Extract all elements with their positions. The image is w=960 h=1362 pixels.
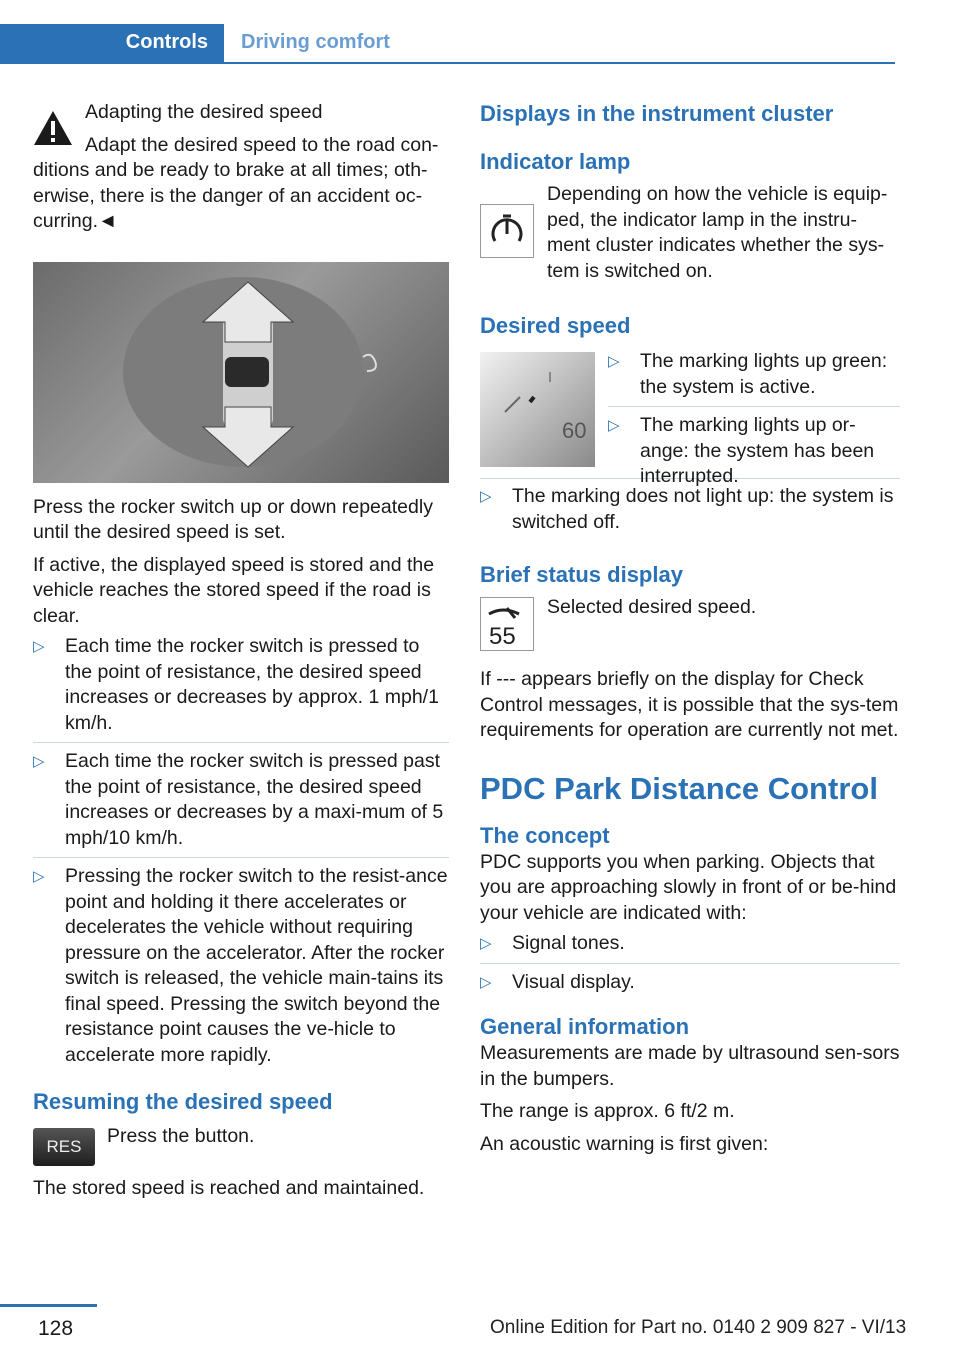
desired-speed-figure: [480, 348, 900, 487]
general-text-2: The range is approx. 6 ft/2 m.: [480, 1100, 735, 1122]
heading-displays: Displays in the instrument cluster: [480, 101, 834, 126]
gauge-label: 60: [562, 418, 587, 443]
online-edition-text: Online Edition for Part no. 0140 2 909 827 - VI/13: [490, 1317, 907, 1338]
list-item: ▷ The marking lights up green: the system is active.: [608, 349, 900, 407]
indicator-lamp-icon: [480, 204, 534, 258]
right-column: [480, 100, 900, 1157]
list-item: ▷ The marking does not light up: the system is switched off.: [480, 484, 900, 541]
heading-indicator-lamp: Indicator lamp: [480, 149, 631, 174]
warning-triangle-icon: [33, 110, 73, 146]
brief-para: If --- appears briefly on the display for Check Control messages, it is possible that the sys-tem requirements for operation are currently not met.: [480, 668, 899, 741]
res-button-icon: RES: [33, 1128, 95, 1166]
general-text-1: Measurements are made by ultrasound sen-sors in the bumpers.: [480, 1042, 900, 1090]
brief-status-figure: [480, 595, 900, 657]
para-if-active: If active, the displayed speed is stored and the vehicle reaches the stored speed if the road is clear.: [33, 553, 435, 627]
rocker-bullets: [33, 634, 449, 1074]
list-item: ▷ Signal tones.: [480, 931, 900, 964]
tab-controls[interactable]: Controls: [0, 24, 224, 62]
para-press-rocker: Press the rocker switch up or down repeatedly until the desired speed is set.: [33, 495, 433, 543]
steering-wheel-photo: [33, 262, 449, 483]
list-item: ▷ Pressing the rocker switch to the resist-ance point and holding it there accelerates or decelerates the vehicle without requiring pressure on the accelerator. After the rocker switch is released, the vehicle main-tains its final speed. Pressing the switch beyond the resistance point causes the ve-hicle to accelerate more rapidly.: [33, 864, 449, 1074]
resume-figure: [33, 1124, 449, 1174]
warning-body-2: ditions and be ready to brake at all times; oth-erwise, there is the danger of an accident oc-curring.◄: [33, 159, 428, 232]
heading-general-info: General information: [480, 1014, 690, 1039]
warning-title: Adapting the desired speed: [85, 101, 323, 123]
desired-bullets-b: [480, 484, 900, 541]
brief-text: Selected desired speed.: [547, 596, 757, 618]
heading-concept: The concept: [480, 822, 610, 848]
heading-resuming: Resuming the desired speed: [33, 1089, 333, 1114]
list-item: ▷ Each time the rocker switch is pressed past the point of resistance, the desired speed increases or decreases by a maxi-mum of 5 mph/10 km/h.: [33, 749, 449, 858]
indicator-figure: [480, 182, 900, 284]
page-number: 128: [38, 1317, 74, 1340]
heading-brief-status: Brief status display: [480, 562, 683, 587]
warning-block: [33, 100, 449, 235]
brief-status-icon: [480, 597, 534, 651]
footer-rule: [0, 1304, 97, 1307]
heading-pdc: PDC Park Distance Control: [480, 770, 878, 806]
header-tabbar: [0, 0, 895, 64]
general-text-3: An acoustic warning is first given:: [480, 1132, 769, 1155]
rocker-switch-illustration: [33, 262, 449, 483]
resume-after: The stored speed is reached and maintained.: [33, 1177, 425, 1199]
tab-driving-comfort[interactable]: Driving comfort: [241, 31, 390, 53]
list-item: ▷ Visual display.: [480, 970, 900, 1002]
left-column: [33, 100, 449, 1202]
brief-icon-number: 55: [489, 623, 516, 650]
speedometer-gauge-icon: [480, 352, 595, 467]
resume-text: Press the button.: [107, 1125, 255, 1147]
concept-text: PDC supports you when parking. Objects that you are approaching slowly in front of or be-hind your vehicle are indicated with:: [480, 850, 897, 924]
concept-bullets: [480, 931, 900, 1001]
desired-bullets-a: [608, 349, 900, 496]
list-item: ▷ The marking lights up or-ange: the system has been interrupted.: [608, 413, 900, 496]
list-item: ▷ Each time the rocker switch is pressed to the point of resistance, the desired speed increases or decreases by approx. 1 mph/1 km/h.: [33, 634, 449, 743]
heading-desired-speed: Desired speed: [480, 313, 631, 338]
indicator-text: Depending on how the vehicle is equip-ped, the indicator lamp in the instru-ment cluster indicates whether the sys-tem is switched on.: [547, 183, 888, 282]
warning-body-1: Adapt the desired speed to the road con-: [85, 133, 439, 156]
